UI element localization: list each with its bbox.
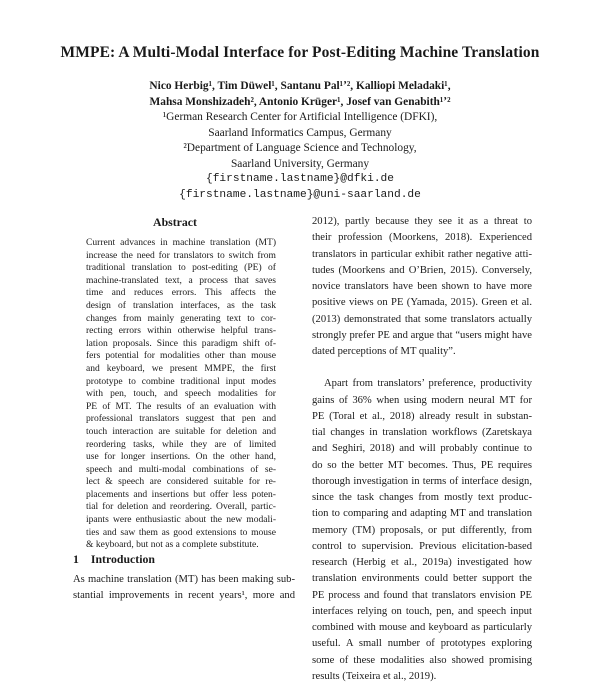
text-line: interfaces relying on touch, pen, and speech input — [312, 605, 532, 617]
text-line: As machine translation (MT) has been making sub- — [73, 574, 295, 585]
text-line: their profession (Moorkens, 2018). Experienced — [312, 232, 532, 244]
text-line: Apart from translators’ preference, productivity — [324, 378, 532, 390]
text-line: control to supervision. Previous elicitation-based — [312, 540, 532, 552]
text-line: some of these modalities also showed promising — [312, 654, 532, 666]
text-line: tudes (Moorkens and O’Brien, 2015). Conversely, — [312, 264, 532, 276]
text-line: novice translators have been shown to have more — [312, 281, 532, 292]
text-line: tial for deletion and reordering. Overall, partic- — [86, 501, 276, 513]
text-line: increase the need for translators to switch from — [86, 249, 276, 261]
text-line: lation proposals. Since this paradigm shift of- — [86, 337, 276, 349]
text-line: prototype to combine traditional input modes — [86, 375, 276, 387]
right-column-body — [312, 214, 532, 685]
text-line: 2012), partly because they see it as a threat to — [312, 216, 532, 227]
text-line: dated perceptions of MT quality”. — [312, 346, 456, 357]
text-line: tion to comparing and adapting MT and translation — [312, 508, 532, 520]
author-line: Nico Herbig¹, Tim Düwel¹, Santanu Pal¹ʼ², Kalliopi Meladaki¹, — [149, 80, 451, 92]
affiliation-line: ²Department of Language Science and Technology, — [183, 142, 417, 154]
text-line: changes from mainly generating text to cor- — [86, 312, 276, 324]
affiliation-line: ¹German Research Center for Artificial Intelligence (DFKI), — [162, 111, 438, 123]
affiliations — [0, 110, 600, 203]
text-line: reordering tasks, while they are of limited — [86, 438, 276, 450]
affiliation-line: Saarland Informatics Campus, Germany — [208, 126, 392, 139]
text-line: and Seghiri, 2018) and will probably continue to — [312, 443, 532, 455]
section-heading-introduction — [73, 552, 155, 567]
text-line: and keyboard, we present MMPE, the first — [86, 362, 276, 374]
text-line: placements and insertions but offer less poten- — [86, 488, 276, 500]
text-line: fers potential for modalities other than mouse — [86, 350, 276, 362]
text-line: do so the better MT becomes. Thus, PE requires — [312, 459, 532, 471]
text-line: PE process and found that translators envision PE — [312, 589, 532, 601]
text-line: machine-translated text, a process that saves — [86, 274, 276, 286]
text-line: research (Herbig et al., 2019a) investigated how — [312, 557, 532, 568]
abstract-heading: Abstract — [153, 215, 197, 229]
paragraph-gap — [312, 360, 532, 376]
paper-title: MMPE: A Multi-Modal Interface for Post-Editing Machine Translation — [60, 44, 540, 61]
text-line: professional translators suggest that pen and — [86, 413, 276, 425]
text-line: ipants were enthusiastic about the new modali- — [86, 514, 276, 526]
text-line: strongly prefer PE and argue that “users might have — [312, 329, 532, 341]
text-line: since the task changes from mostly text produc- — [312, 492, 532, 503]
text-line: PE (Toral et al., 2018) already result in substan- — [312, 410, 532, 422]
text-line: Current advances in machine translation (MT) — [86, 237, 276, 248]
section-number: 1 — [73, 552, 79, 566]
abstract-body — [86, 237, 276, 552]
text-line: tial changes in translation workflows (Zaretskaya — [312, 427, 532, 438]
text-line: memory (TM) proposals, or put differently, from — [312, 524, 532, 536]
text-line: thorough investigation in terms of interface design, — [312, 475, 532, 487]
text-line: positive views on PE (Yamada, 2015). Green et al. — [312, 297, 532, 309]
text-line: gains of 36% when using modern neural MT for — [312, 394, 532, 406]
text-line: with pen, touch, and speech modalities for — [86, 388, 276, 400]
text-line: PE of MT. The results of an evaluation with — [86, 400, 276, 412]
text-line: results (Teixeira et al., 2019). — [312, 670, 437, 682]
text-line: traditional translation to post-editing (PE) of — [86, 262, 276, 274]
text-line: time and reduces errors. This affects the — [86, 287, 276, 299]
text-line: useful. A small number of prototypes exploring — [312, 638, 532, 650]
text-line: translators in particular exhibit rather negative atti- — [312, 248, 532, 260]
affiliation-line: Saarland University, Germany — [230, 157, 370, 170]
text-line: & keyboard, but not as a complete substitute. — [86, 539, 259, 551]
section-title: Introduction — [90, 552, 155, 566]
text-line: speech and multi-modal combinations of se- — [86, 463, 276, 475]
author-line: Mahsa Monshizadeh², Antonio Krüger¹, Josef van Genabith¹ʼ² — [149, 96, 451, 108]
email-address: {firstname.lastname}@uni-saarland.de — [179, 188, 421, 201]
text-line: touch interaction are suitable for deletion and — [86, 425, 276, 437]
text-line: design of translation interfaces, as the task — [86, 299, 276, 311]
text-line: (2013) demonstrated that some translators actually — [312, 313, 532, 325]
email-address: {firstname.lastname}@dfki.de — [206, 173, 394, 185]
text-line: ties and saw them as good extensions to mouse — [86, 526, 276, 538]
introduction-body — [73, 572, 295, 604]
text-line: translation environments could better support the — [312, 573, 532, 585]
text-line: use for longer insertions. On the other hand, — [86, 451, 276, 463]
author-list — [0, 78, 600, 110]
text-line: stantial improvements in recent years¹, more and — [73, 590, 295, 601]
text-line: recting errors within otherwise helpful trans- — [86, 325, 276, 337]
text-line: combined with mouse and keyboard as particularly — [312, 622, 532, 633]
text-line: lect & speech are considered suitable for re- — [86, 476, 276, 488]
